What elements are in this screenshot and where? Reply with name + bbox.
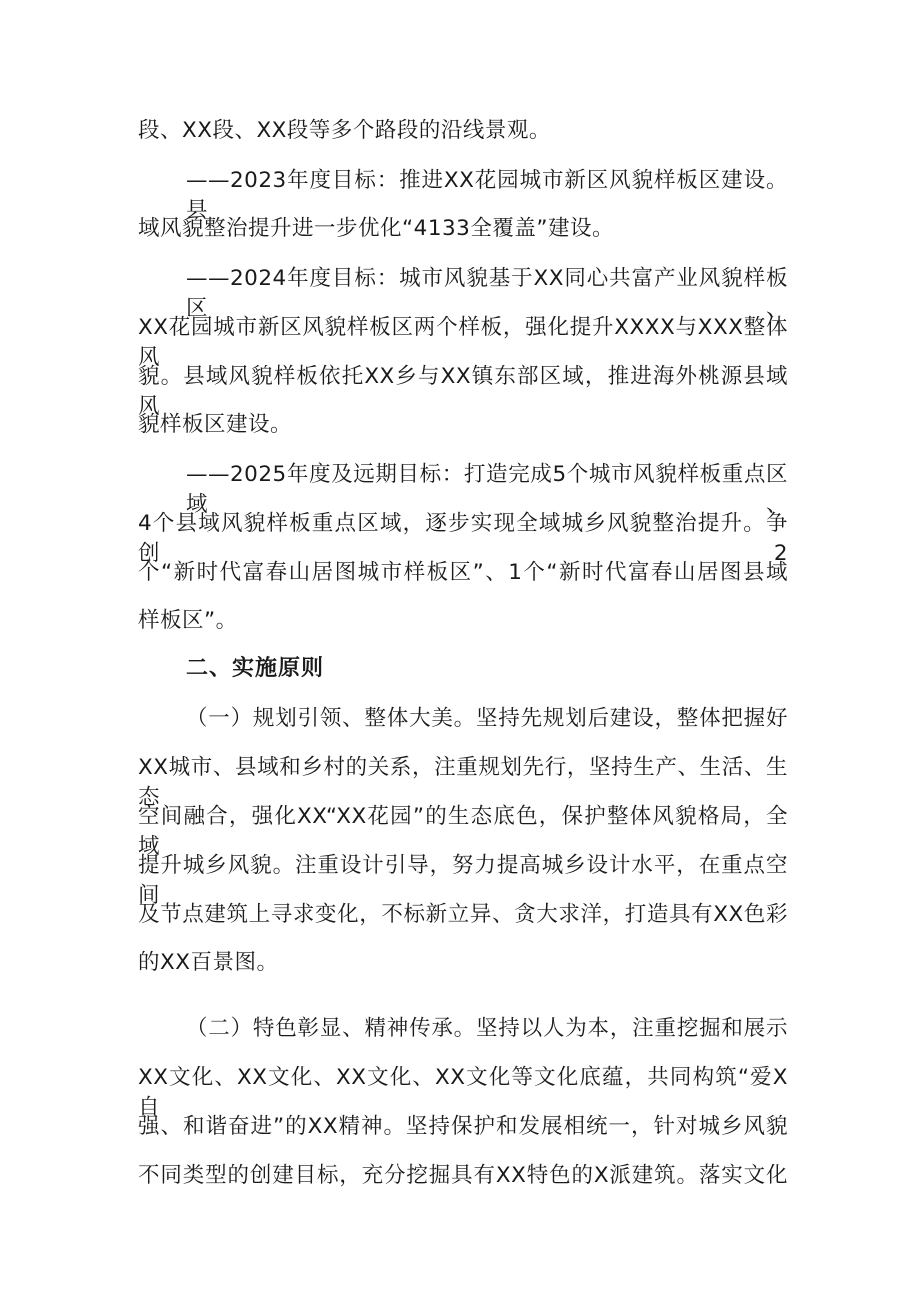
paragraph-line: 空间融合，强化XX“XX花园”的生态底色，保护整体风貌格局，全域 bbox=[138, 804, 788, 859]
paragraph-line: （一）规划引领、整体大美。坚持先规划后建设，整体把握好 bbox=[186, 706, 788, 731]
paragraph-line: 提升城乡风貌。注重设计引导，努力提高城乡设计水平，在重点空间 bbox=[138, 853, 788, 908]
paragraph-line: 及节点建筑上寻求变化，不标新立异、贪大求洋，打造具有XX色彩 bbox=[138, 902, 788, 927]
paragraph-line: 4个县域风貌样板重点区域，逐步实现全域城乡风貌整治提升。争创2 bbox=[138, 511, 788, 566]
paragraph-line: （二）特色彰显、精神传承。坚持以人为本，注重挖掘和展示 bbox=[186, 1016, 788, 1041]
paragraph-line: 的XX百景图。 bbox=[138, 950, 279, 975]
paragraph-line: 貌。县域风貌样板依托XX乡与XX镇东部区域，推进海外桃源县域风 bbox=[138, 364, 788, 419]
paragraph-line: 域风貌整治提升进一步优化“4133全覆盖”建设。 bbox=[138, 216, 614, 241]
paragraph-line: 段、XX段、XX段等多个路段的沿线景观。 bbox=[138, 118, 551, 143]
paragraph-line: ——2023年度目标：推进XX花园城市新区风貌样板区建设。县 bbox=[186, 168, 788, 223]
paragraph-line: 样板区”。 bbox=[138, 608, 238, 633]
paragraph-line: XX文化、XX文化、XX文化、XX文化等文化底蕴，共同构筑“爱X自 bbox=[138, 1065, 788, 1120]
paragraph-line: 强、和谐奋进”的XX精神。坚持保护和发展相统一，针对城乡风貌 bbox=[138, 1114, 788, 1139]
paragraph-line: 个“新时代富春山居图城市样板区”、1个“新时代富春山居图县域 bbox=[138, 560, 788, 585]
paragraph-line: XX花园城市新区风貌样板区两个样板，强化提升XXXX与XXX整体风 bbox=[138, 315, 788, 370]
paragraph-line: ——2025年度及远期目标：打造完成5个城市风貌样板重点区域、 bbox=[186, 462, 788, 517]
paragraph-line: 不同类型的创建目标，充分挖掘具有XX特色的X派建筑。落实文化 bbox=[138, 1163, 788, 1188]
section-heading: 二、实施原则 bbox=[186, 656, 325, 681]
paragraph-line: 貌样板区建设。 bbox=[138, 412, 293, 437]
paragraph-line: XX城市、县域和乡村的关系，注重规划先行，坚持生产、生活、生态 bbox=[138, 755, 788, 810]
paragraph-line: ——2024年度目标：城市风貌基于XX同心共富产业风貌样板区、 bbox=[186, 266, 788, 321]
